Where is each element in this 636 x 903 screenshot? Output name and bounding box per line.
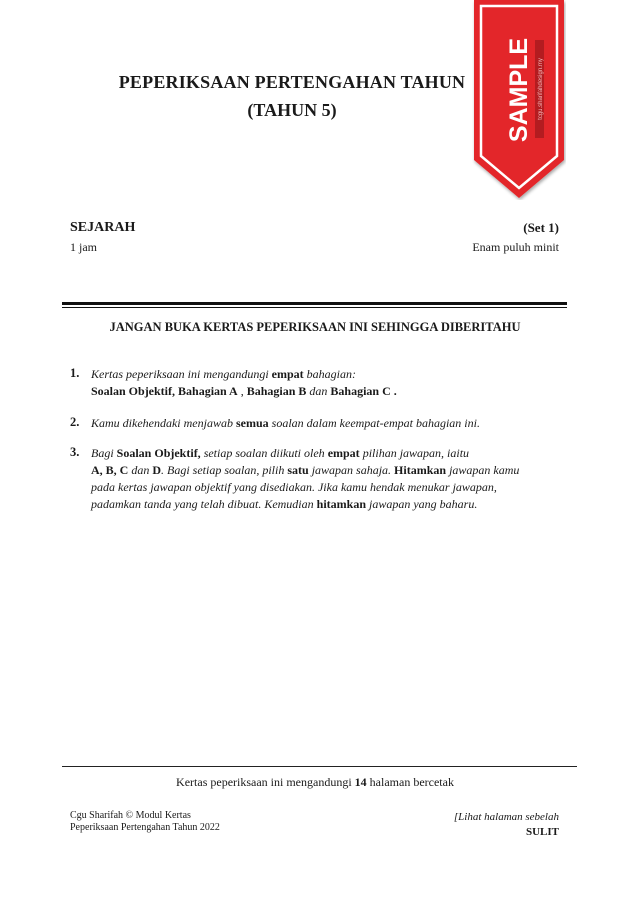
instruction-text [91, 445, 551, 513]
ribbon-label: SAMPLE [505, 37, 533, 143]
instruction-segment: Bahagian B [246, 384, 307, 398]
instruction-segment: Bahagian C . [330, 384, 397, 398]
instruction-text [91, 415, 551, 432]
footer-divider [62, 766, 577, 767]
instruction-segment: Soalan Objektif, [116, 446, 201, 460]
header-divider-thin [62, 307, 567, 308]
instruction-segment: soalan dalam keempat-empat bahagian ini. [268, 416, 480, 430]
instruction-segment: empat [327, 446, 360, 460]
instruction-text [91, 366, 551, 400]
footer-credit-line1: Cgu Sharifah © Modul Kertas [70, 810, 191, 821]
instruction-segment: A, B, C [91, 463, 129, 477]
instruction-number: 3. [70, 445, 80, 459]
instruction-segment: semua [235, 416, 269, 430]
instruction-segment: Kertas peperiksaan ini mengandungi [91, 367, 272, 381]
exam-duration-words: Enam puluh minit [472, 240, 559, 254]
do-not-open-warning: JANGAN BUKA KERTAS PEPERIKSAAN INI SEHINGGA DIBERITAHU [109, 320, 521, 334]
exam-duration: 1 jam [70, 240, 97, 254]
confidential-label: SULIT [525, 826, 559, 838]
ribbon-side-text: tcgu.sharifahdesign.my [538, 58, 544, 120]
instruction-segment: padamkan tanda yang telah dibuat. Kemudian [91, 497, 317, 511]
page-count-note [0, 775, 630, 790]
instruction-segment: jawapan sahaja. [308, 463, 395, 477]
instruction-segment: hitamkan [316, 497, 367, 511]
sample-ribbon [472, 0, 566, 200]
instruction-segment: Hitamkan [394, 463, 447, 477]
instruction-segment: Bagi [91, 446, 117, 460]
header-divider-thick [62, 302, 567, 305]
instruction-segment: pada kertas jawapan objektif yang disediakan. Jika kamu hendak menukar jawapan, [91, 480, 497, 494]
next-page-note: [Lihat halaman sebelah [453, 811, 559, 823]
instruction-segment: setiap soalan diikuti oleh [200, 446, 328, 460]
instruction-segment: dan [306, 384, 331, 398]
instruction-segment: jawapan yang baharu. [366, 497, 478, 511]
instruction-segment: jawapan kamu [446, 463, 520, 477]
exam-year-level: (TAHUN 5) [247, 100, 337, 120]
instruction-segment: . Bagi setiap soalan, pilih [161, 463, 288, 477]
instruction-segment: , [237, 384, 247, 398]
page-count: 14 [354, 775, 367, 789]
instruction-segment: D [152, 463, 162, 477]
instruction-segment: Kamu dikehendaki menjawab [91, 416, 236, 430]
instruction-segment: Soalan Objektif, Bahagian A [91, 384, 238, 398]
instruction-segment: dan [128, 463, 153, 477]
instruction-segment: pilihan jawapan, iaitu [359, 446, 470, 460]
instruction-number: 1. [70, 366, 80, 380]
instruction-segment: empat [271, 367, 304, 381]
footer-credit [70, 810, 220, 834]
instruction-number: 2. [70, 415, 80, 429]
exam-title: PEPERIKSAAN PERTENGAHAN TAHUN [118, 72, 466, 92]
page-count-note-before: Kertas peperiksaan ini mengandungi [176, 775, 355, 789]
subject-name: SEJARAH [70, 220, 136, 235]
footer-credit-line2: Peperiksaan Pertengahan Tahun 2022 [70, 822, 220, 833]
set-number: (Set 1) [523, 220, 559, 235]
page-count-note-after: halaman bercetak [366, 775, 454, 789]
footer-nav [454, 810, 559, 840]
instruction-segment: bahagian: [303, 367, 356, 381]
instruction-segment: satu [287, 463, 309, 477]
